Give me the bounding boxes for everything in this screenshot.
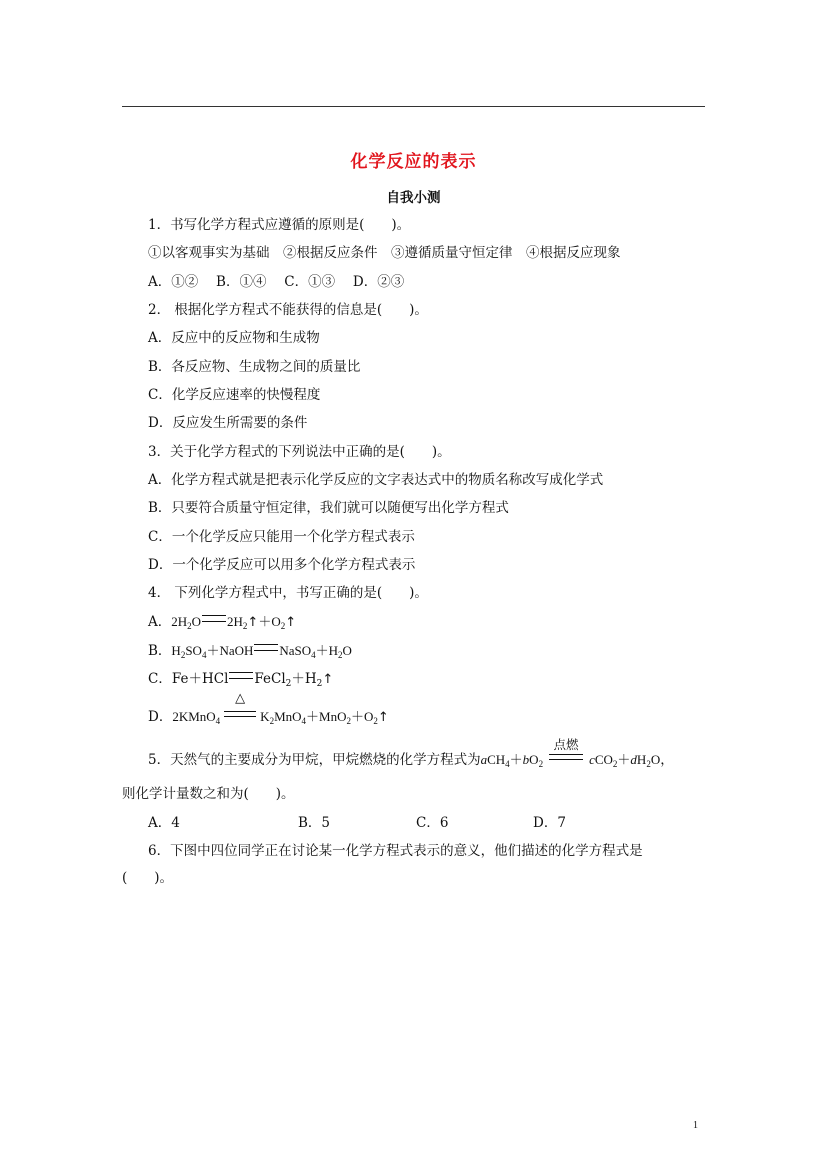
q5-stem: 5．天然气的主要成分为甲烷，甲烷燃烧的化学方程式为$aCH_4+bO_2$ 点燃 $cCO_2+dH_2O$， [148, 737, 674, 769]
page-number: 1 [693, 1120, 698, 1131]
q4-option-b [148, 639, 352, 660]
q2-stem: 2． 根据化学方程式不能获得的信息是( )。 [148, 302, 428, 318]
ignite-condition [549, 737, 583, 762]
page-title: 化学反应的表示 [350, 152, 477, 172]
header-rule [122, 106, 705, 107]
q1-stem: 1．书写化学方程式应遵循的原则是( )。 [148, 217, 411, 233]
q1-items: ①以客观事实为基础 ②根据反应条件 ③遵循质量守恒定律 ④根据反应现象 [148, 245, 621, 261]
heat-triangle-icon: △ [235, 691, 246, 706]
q5-option-c: C．6 [416, 815, 449, 831]
q5-option-b: B．5 [298, 815, 331, 831]
q5-option-d: D．7 [533, 815, 566, 831]
q2-option-a: A．反应中的反应物和生成物 [148, 330, 320, 346]
q4-d-lhs: 2KMnO [172, 709, 216, 724]
q4-a-label: A． [148, 614, 172, 630]
heat-condition [224, 691, 256, 719]
q2-option-c: C．化学反应速率的快慢程度 [148, 387, 321, 403]
q2-option-b: B．各反应物、生成物之间的质量比 [148, 359, 361, 375]
q5-option-a: A．4 [148, 815, 180, 831]
q4-b-equation: $H_2SO_4+NaOH$ $NaSO_4+H_2O$ [171, 643, 352, 660]
q3-stem: 3．关于化学方程式的下列说法中正确的是( )。 [148, 444, 451, 460]
q4-c-label: C． [148, 671, 172, 687]
section-subtitle: 自我小测 [386, 190, 441, 206]
q4-stem: 4． 下列化学方程式中，书写正确的是( )。 [148, 585, 428, 601]
q5-stem-text: 5．天然气的主要成分为甲烷，甲烷燃烧的化学方程式为 [148, 752, 481, 768]
ignite-label: 点燃 [553, 737, 579, 752]
q3-option-a: A．化学方程式就是把表示化学反应的文字表达式中的物质名称改写成化学式 [148, 472, 604, 488]
q6-stem-2: ( )。 [122, 870, 174, 886]
q4-b-label: B． [148, 643, 172, 659]
q4-a-equation: $2H_2O$ $2H_2↑+O_2↑$ [171, 614, 297, 631]
q3-option-b: B．只要符合质量守恒定律，我们就可以随便写出化学方程式 [148, 500, 509, 516]
q4-c-lhs: Fe＋HCl [171, 671, 229, 687]
q3-option-d: D．一个化学反应可以用多个化学方程式表示 [148, 557, 416, 573]
q1-options: A．①② B．①④ C．①③ D．②③ [148, 274, 405, 290]
q4-option-a [148, 610, 296, 631]
q3-option-c: C．一个化学反应只能用一个化学方程式表示 [148, 529, 415, 545]
q4-option-c: C．Fe＋HCl $FeCl_2+H_2↑$ [148, 671, 334, 689]
q6-stem: 6．下图中四位同学正在讨论某一化学方程式表示的意义，他们描述的化学方程式是 [148, 843, 643, 859]
q4-d-label: D． [148, 709, 173, 725]
q5-stem-2: 则化学计量数之和为( )。 [122, 786, 295, 802]
q4-option-d: D．2KMnO$_4$ △ $K_2MnO_4+MnO_2+O_2↑$ [148, 691, 389, 726]
q2-option-d: D．反应发生所需要的条件 [148, 415, 308, 431]
